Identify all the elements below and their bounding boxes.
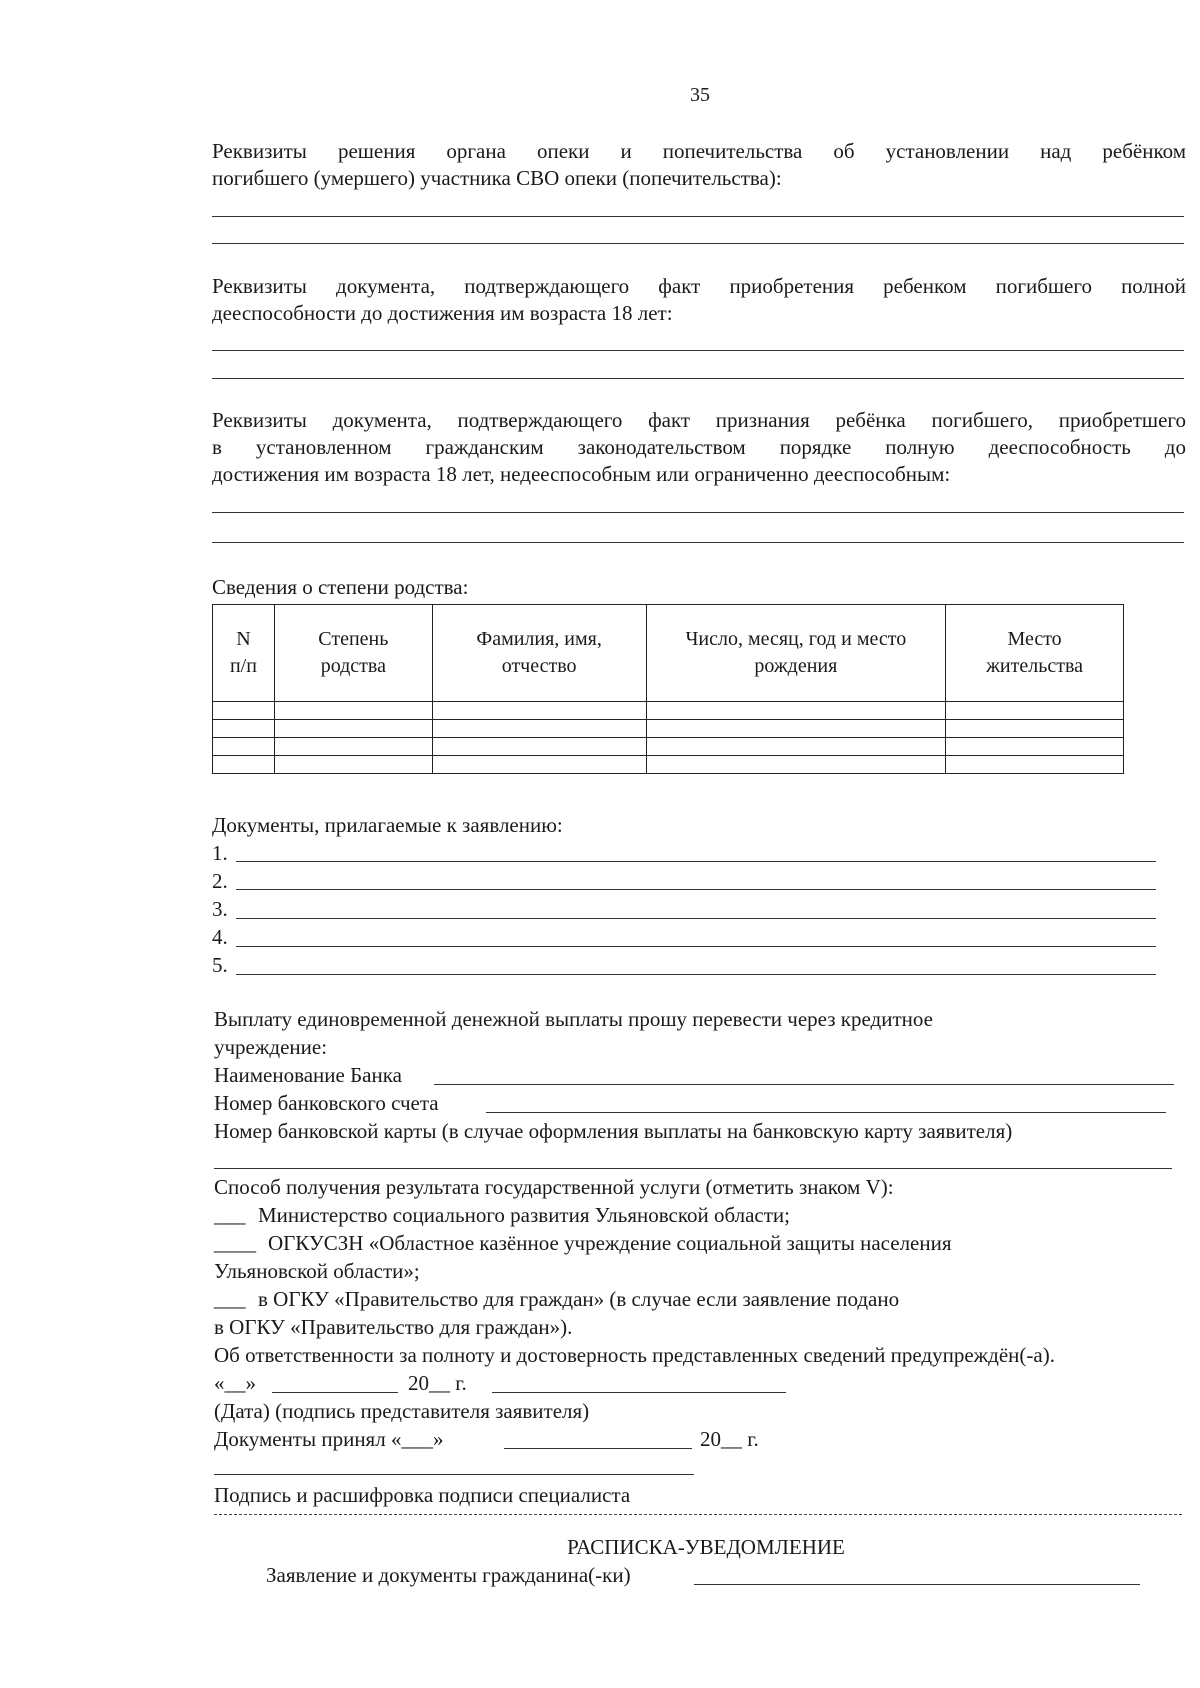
date-month-field[interactable] (272, 1392, 398, 1393)
guardianship-input-line-1[interactable] (212, 216, 1184, 217)
table-row (213, 738, 1124, 756)
signature-caption: (Дата) (подпись представителя заявителя) (214, 1399, 590, 1423)
account-field[interactable] (486, 1112, 1166, 1113)
incapacity-line-1: Реквизиты документа, подтверждающего факт признания ребёнка погибшего, приобретшего (212, 408, 1186, 432)
header-birth: Число, месяц, год и место рождения (646, 605, 946, 702)
delivery-option-3-blank[interactable]: ___ (214, 1287, 246, 1311)
kinship-title: Сведения о степени родства: (212, 575, 469, 599)
capacity-line-2: дееспособности до достижения им возраста 18 лет: (212, 301, 673, 325)
incapacity-paragraph (212, 407, 1186, 488)
delivery-title: Способ получения результата государственной услуги (отметить знаком V): (214, 1175, 894, 1199)
card-field[interactable] (214, 1168, 1172, 1169)
table-row (213, 702, 1124, 720)
payment-line-2: учреждение: (214, 1035, 328, 1059)
cut-line (214, 1514, 1182, 1515)
capacity-line-1: Реквизиты документа, подтверждающего факт приобретения ребенком погибшего полной (212, 274, 1186, 298)
incapacity-input-line-2[interactable] (212, 542, 1184, 543)
header-degree: Степень родства (274, 605, 432, 702)
accepted-label: Документы принял «___» (214, 1427, 444, 1451)
document-item-5-line[interactable] (236, 974, 1156, 975)
documents-title: Документы, прилагаемые к заявлению: (212, 813, 563, 837)
document-item-4-number: 4. (212, 925, 228, 949)
document-item-3-line[interactable] (236, 918, 1156, 919)
receipt-line-label: Заявление и документы гражданина(-ки) (266, 1563, 631, 1587)
guardianship-line-1: Реквизиты решения органа опеки и попечительства об установлении над ребёнком (212, 139, 1186, 163)
document-item-2-line[interactable] (236, 889, 1156, 890)
applicant-signature-field[interactable] (492, 1392, 786, 1393)
kinship-table (212, 604, 1124, 774)
document-item-4-line[interactable] (236, 946, 1156, 947)
accepted-year: 20__ г. (700, 1427, 759, 1451)
guardianship-line-2: погибшего (умершего) участника СВО опеки (попечительства): (212, 166, 782, 190)
account-label: Номер банковского счета (214, 1091, 439, 1115)
header-num: N п/п (213, 605, 275, 702)
date-day-field[interactable]: «__» (214, 1371, 256, 1395)
specialist-signature-field[interactable] (214, 1474, 694, 1475)
document-item-2-number: 2. (212, 869, 228, 893)
guardianship-paragraph (212, 138, 1186, 192)
delivery-option-2-line-2: Ульяновской области»; (214, 1259, 420, 1283)
delivery-option-3-line-1: в ОГКУ «Правительство для граждан» (в случае если заявление подано (258, 1287, 900, 1311)
card-label: Номер банковской карты (в случае оформления выплаты на банковскую карту заявителя) (214, 1119, 1013, 1143)
guardianship-input-line-2[interactable] (212, 243, 1184, 244)
delivery-option-2-line-1: ОГКУСЗН «Областное казённое учреждение социальной защиты населения (268, 1231, 952, 1255)
delivery-option-2-blank[interactable]: ____ (214, 1231, 256, 1255)
capacity-paragraph (212, 273, 1186, 327)
accepted-month-field[interactable] (504, 1448, 692, 1449)
table-row (213, 720, 1124, 738)
capacity-input-line-1[interactable] (212, 350, 1184, 351)
payment-line-1: Выплату единовременной денежной выплаты прошу перевести через кредитное (214, 1007, 933, 1031)
incapacity-line-3: достижения им возраста 18 лет, недееспособным или ограниченно дееспособным: (212, 462, 951, 486)
header-residence: Место жительства (946, 605, 1124, 702)
capacity-input-line-2[interactable] (212, 378, 1184, 379)
incapacity-input-line-1[interactable] (212, 512, 1184, 513)
page-number: 35 (690, 84, 710, 106)
receipt-citizen-field[interactable] (694, 1584, 1140, 1585)
document-item-5-number: 5. (212, 953, 228, 977)
receipt-title: РАСПИСКА-УВЕДОМЛЕНИЕ (567, 1535, 845, 1559)
delivery-option-1-blank[interactable]: ___ (214, 1203, 246, 1227)
kinship-header-row (213, 605, 1124, 702)
document-item-1-number: 1. (212, 841, 228, 865)
responsibility-statement: Об ответственности за полноту и достоверность представленных сведений предупреждён(-а). (214, 1343, 1055, 1367)
bank-name-label: Наименование Банка (214, 1063, 402, 1087)
specialist-caption: Подпись и расшифровка подписи специалиста (214, 1483, 631, 1507)
date-year: 20__ г. (408, 1371, 467, 1395)
bank-name-field[interactable] (434, 1084, 1174, 1085)
document-item-1-line[interactable] (236, 861, 1156, 862)
document-item-3-number: 3. (212, 897, 228, 921)
table-row (213, 756, 1124, 774)
header-name: Фамилия, имя, отчество (432, 605, 646, 702)
incapacity-line-2: в установленном гражданским законодательством порядке полную дееспособность до (212, 435, 1186, 459)
delivery-option-1: Министерство социального развития Ульяновской области; (258, 1203, 790, 1227)
delivery-option-3-line-2: в ОГКУ «Правительство для граждан»). (214, 1315, 573, 1339)
